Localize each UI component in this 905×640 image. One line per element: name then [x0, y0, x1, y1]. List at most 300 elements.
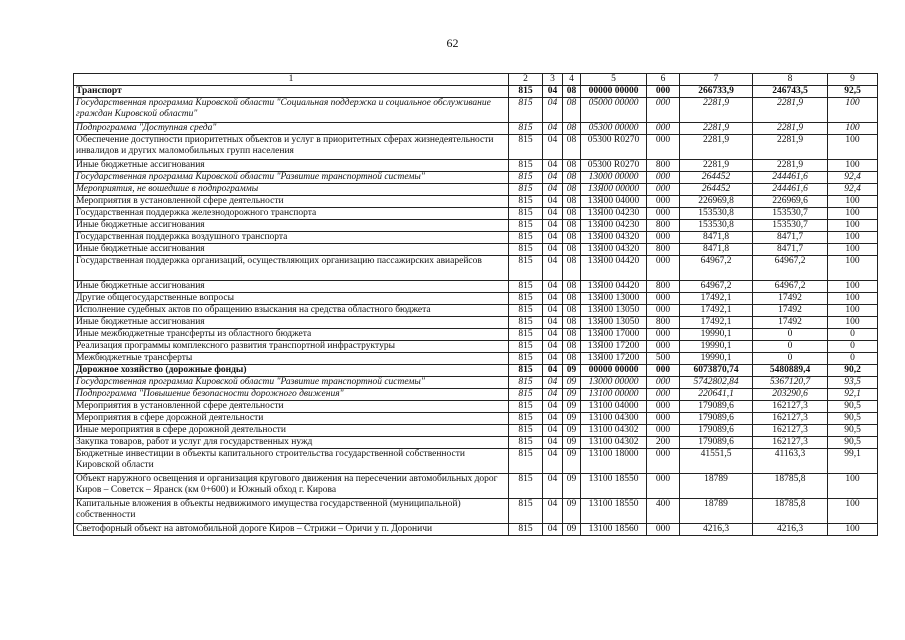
row-actual-cell: 226969,6: [753, 196, 828, 208]
row-actual-cell: 153530,7: [753, 208, 828, 220]
row-target-cell: 05000 00000: [581, 98, 647, 123]
row-actual-cell: 0: [753, 341, 828, 353]
page-number: 62: [446, 36, 459, 50]
row-name-cell: Иные мероприятия в сфере дорожной деятельности: [74, 425, 509, 437]
header-cell: 8: [753, 74, 828, 86]
table-row: [74, 401, 878, 413]
row-name-cell: Мероприятия в установленной сфере деятельности: [74, 196, 509, 208]
row-code-cell: 815: [509, 184, 543, 196]
header-cell: 1: [74, 74, 509, 86]
row-section-cell: 04: [543, 123, 563, 135]
row-actual-cell: 5480889,4: [753, 365, 828, 377]
row-expense-type-cell: 000: [647, 123, 680, 135]
row-percent-cell: 100: [828, 232, 878, 244]
header-row: [74, 74, 878, 86]
row-name-cell: Закупка товаров, работ и услуг для государственных нужд: [74, 437, 509, 449]
row-percent-cell: 0: [828, 329, 878, 341]
row-planned-cell: 19990,1: [680, 353, 753, 365]
row-name-cell: Мероприятия в сфере дорожной деятельности: [74, 413, 509, 425]
row-code-cell: 815: [509, 305, 543, 317]
row-section-cell: 04: [543, 135, 563, 160]
row-percent-cell: 100: [828, 244, 878, 256]
row-subsection-cell: 09: [563, 401, 581, 413]
row-planned-cell: 41551,5: [680, 449, 753, 474]
row-subsection-cell: 09: [563, 389, 581, 401]
row-target-cell: 00000 00000: [581, 86, 647, 98]
row-subsection-cell: 09: [563, 437, 581, 449]
table-row: [74, 365, 878, 377]
row-planned-cell: 226969,8: [680, 196, 753, 208]
row-name-cell: Межбюджетные трансферты: [74, 353, 509, 365]
row-actual-cell: 246743,5: [753, 86, 828, 98]
row-planned-cell: 17492,1: [680, 293, 753, 305]
row-name-cell: Иные бюджетные ассигнования: [74, 220, 509, 232]
row-percent-cell: 100: [828, 208, 878, 220]
row-actual-cell: 2281,9: [753, 160, 828, 172]
row-target-cell: 13100 18560: [581, 524, 647, 536]
row-section-cell: 04: [543, 377, 563, 389]
row-subsection-cell: 09: [563, 377, 581, 389]
row-code-cell: 815: [509, 281, 543, 293]
row-planned-cell: 19990,1: [680, 341, 753, 353]
table-row: [74, 389, 878, 401]
row-subsection-cell: 08: [563, 172, 581, 184]
row-actual-cell: 2281,9: [753, 98, 828, 123]
row-expense-type-cell: 000: [647, 401, 680, 413]
row-percent-cell: 92,4: [828, 184, 878, 196]
row-percent-cell: 100: [828, 98, 878, 123]
row-percent-cell: 90,5: [828, 413, 878, 425]
row-section-cell: 04: [543, 184, 563, 196]
row-subsection-cell: 08: [563, 329, 581, 341]
table-row: [74, 86, 878, 98]
row-percent-cell: 90,5: [828, 437, 878, 449]
row-code-cell: 815: [509, 244, 543, 256]
row-target-cell: 13Я00 04420: [581, 256, 647, 281]
row-name-cell: Исполнение судебных актов по обращению взыскания на средства областного бюджета: [74, 305, 509, 317]
row-target-cell: 13100 04302: [581, 425, 647, 437]
table-row: [74, 329, 878, 341]
header-cell: 7: [680, 74, 753, 86]
row-expense-type-cell: 000: [647, 196, 680, 208]
row-code-cell: 815: [509, 86, 543, 98]
table-body: [74, 74, 878, 536]
table-row: [74, 184, 878, 196]
row-expense-type-cell: 500: [647, 353, 680, 365]
row-section-cell: 04: [543, 196, 563, 208]
row-planned-cell: 2281,9: [680, 135, 753, 160]
row-actual-cell: 0: [753, 353, 828, 365]
row-planned-cell: 264452: [680, 172, 753, 184]
row-percent-cell: 100: [828, 281, 878, 293]
row-target-cell: 13Я00 13050: [581, 317, 647, 329]
row-name-cell: Подпрограмма "Повышение безопасности дорожного движения": [74, 389, 509, 401]
row-expense-type-cell: 000: [647, 184, 680, 196]
row-code-cell: 815: [509, 524, 543, 536]
row-code-cell: 815: [509, 98, 543, 123]
row-subsection-cell: 08: [563, 281, 581, 293]
row-subsection-cell: 08: [563, 184, 581, 196]
row-code-cell: 815: [509, 293, 543, 305]
row-planned-cell: 179089,6: [680, 413, 753, 425]
row-target-cell: 05300 00000: [581, 123, 647, 135]
row-name-cell: Другие общегосударственные вопросы: [74, 293, 509, 305]
row-expense-type-cell: 800: [647, 244, 680, 256]
row-target-cell: 13Я00 04320: [581, 244, 647, 256]
row-section-cell: 04: [543, 401, 563, 413]
row-name-cell: Государственная поддержка организаций, осуществляющих организацию пассажирских авиарейсов: [74, 256, 509, 281]
row-subsection-cell: 09: [563, 365, 581, 377]
row-expense-type-cell: 000: [647, 425, 680, 437]
row-percent-cell: 92,4: [828, 172, 878, 184]
row-percent-cell: 100: [828, 305, 878, 317]
row-section-cell: 04: [543, 220, 563, 232]
table-row: [74, 135, 878, 160]
row-subsection-cell: 08: [563, 196, 581, 208]
row-actual-cell: 18785,8: [753, 499, 828, 524]
row-name-cell: Светофорный объект на автомобильной дороге Киров – Стрижи – Оричи у п. Дороничи: [74, 524, 509, 536]
row-expense-type-cell: 000: [647, 524, 680, 536]
row-subsection-cell: 09: [563, 413, 581, 425]
row-name-cell: Реализация программы комплексного развития транспортной инфраструктуры: [74, 341, 509, 353]
table-row: [74, 341, 878, 353]
row-section-cell: 04: [543, 437, 563, 449]
row-planned-cell: 6073870,74: [680, 365, 753, 377]
row-planned-cell: 2281,9: [680, 160, 753, 172]
row-actual-cell: 0: [753, 329, 828, 341]
row-name-cell: Государственная поддержка железнодорожного транспорта: [74, 208, 509, 220]
row-name-cell: Мероприятия в установленной сфере деятельности: [74, 401, 509, 413]
row-planned-cell: 5742802,84: [680, 377, 753, 389]
row-section-cell: 04: [543, 232, 563, 244]
row-target-cell: 13100 18550: [581, 499, 647, 524]
table-row: [74, 524, 878, 536]
row-section-cell: 04: [543, 329, 563, 341]
table-row: [74, 244, 878, 256]
row-code-cell: 815: [509, 401, 543, 413]
row-actual-cell: 162127,3: [753, 401, 828, 413]
row-planned-cell: 179089,6: [680, 437, 753, 449]
row-section-cell: 04: [543, 524, 563, 536]
row-name-cell: Иные межбюджетные трансферты из областного бюджета: [74, 329, 509, 341]
row-section-cell: 04: [543, 98, 563, 123]
row-code-cell: 815: [509, 413, 543, 425]
row-planned-cell: 17492,1: [680, 305, 753, 317]
header-cell: 4: [563, 74, 581, 86]
row-planned-cell: 64967,2: [680, 281, 753, 293]
row-section-cell: 04: [543, 353, 563, 365]
row-expense-type-cell: 800: [647, 281, 680, 293]
row-name-cell: Государственная поддержка воздушного транспорта: [74, 232, 509, 244]
row-target-cell: 13100 04300: [581, 413, 647, 425]
row-target-cell: 13100 18000: [581, 449, 647, 474]
row-planned-cell: 220641,1: [680, 389, 753, 401]
row-percent-cell: 100: [828, 317, 878, 329]
row-expense-type-cell: 000: [647, 341, 680, 353]
row-planned-cell: 18789: [680, 499, 753, 524]
row-expense-type-cell: 000: [647, 293, 680, 305]
row-planned-cell: 4216,3: [680, 524, 753, 536]
row-name-cell: Мероприятия, не вошедшие в подпрограммы: [74, 184, 509, 196]
row-target-cell: 05300 R0270: [581, 135, 647, 160]
row-code-cell: 815: [509, 499, 543, 524]
row-actual-cell: 2281,9: [753, 135, 828, 160]
row-actual-cell: 5367120,7: [753, 377, 828, 389]
row-actual-cell: 2281,9: [753, 123, 828, 135]
row-percent-cell: 100: [828, 474, 878, 499]
row-section-cell: 04: [543, 499, 563, 524]
row-percent-cell: 99,1: [828, 449, 878, 474]
row-planned-cell: 266733,9: [680, 86, 753, 98]
row-code-cell: 815: [509, 196, 543, 208]
row-name-cell: Дорожное хозяйство (дорожные фонды): [74, 365, 509, 377]
row-target-cell: 00000 00000: [581, 365, 647, 377]
row-percent-cell: 92,5: [828, 86, 878, 98]
row-code-cell: 815: [509, 449, 543, 474]
row-actual-cell: 244461,6: [753, 184, 828, 196]
row-actual-cell: 18785,8: [753, 474, 828, 499]
row-code-cell: 815: [509, 220, 543, 232]
row-actual-cell: 153530,7: [753, 220, 828, 232]
table-row: [74, 256, 878, 281]
row-expense-type-cell: 000: [647, 208, 680, 220]
row-planned-cell: 2281,9: [680, 98, 753, 123]
row-section-cell: 04: [543, 449, 563, 474]
row-actual-cell: 17492: [753, 317, 828, 329]
row-section-cell: 04: [543, 160, 563, 172]
row-planned-cell: 179089,6: [680, 401, 753, 413]
table-row: [74, 196, 878, 208]
row-code-cell: 815: [509, 329, 543, 341]
table-row: [74, 232, 878, 244]
row-target-cell: 13Я00 13050: [581, 305, 647, 317]
row-target-cell: 13000 00000: [581, 377, 647, 389]
header-cell: 2: [509, 74, 543, 86]
table-row: [74, 425, 878, 437]
row-actual-cell: 17492: [753, 305, 828, 317]
row-planned-cell: 153530,8: [680, 220, 753, 232]
row-actual-cell: 64967,2: [753, 281, 828, 293]
row-planned-cell: 179089,6: [680, 425, 753, 437]
row-target-cell: 13Я00 04230: [581, 208, 647, 220]
row-target-cell: 13Я00 04420: [581, 281, 647, 293]
row-target-cell: 13100 18550: [581, 474, 647, 499]
row-code-cell: 815: [509, 341, 543, 353]
row-percent-cell: 92,1: [828, 389, 878, 401]
table-row: [74, 437, 878, 449]
row-percent-cell: 90,5: [828, 401, 878, 413]
row-section-cell: 04: [543, 365, 563, 377]
row-name-cell: Транспорт: [74, 86, 509, 98]
row-section-cell: 04: [543, 413, 563, 425]
table-row: [74, 281, 878, 293]
row-subsection-cell: 09: [563, 449, 581, 474]
row-subsection-cell: 08: [563, 293, 581, 305]
row-expense-type-cell: 000: [647, 474, 680, 499]
row-subsection-cell: 09: [563, 425, 581, 437]
row-name-cell: Подпрограмма "Доступная среда": [74, 123, 509, 135]
row-name-cell: Иные бюджетные ассигнования: [74, 317, 509, 329]
row-subsection-cell: 08: [563, 86, 581, 98]
row-code-cell: 815: [509, 437, 543, 449]
row-subsection-cell: 08: [563, 256, 581, 281]
row-actual-cell: 64967,2: [753, 256, 828, 281]
row-expense-type-cell: 000: [647, 329, 680, 341]
row-percent-cell: 100: [828, 293, 878, 305]
row-planned-cell: 19990,1: [680, 329, 753, 341]
row-section-cell: 04: [543, 474, 563, 499]
table-row: [74, 220, 878, 232]
header-cell: 5: [581, 74, 647, 86]
row-section-cell: 04: [543, 172, 563, 184]
row-expense-type-cell: 000: [647, 305, 680, 317]
row-planned-cell: 8471,8: [680, 244, 753, 256]
row-subsection-cell: 08: [563, 160, 581, 172]
row-name-cell: Капитальные вложения в объекты недвижимого имущества государственной (муниципальной) собственности: [74, 499, 509, 524]
row-planned-cell: 153530,8: [680, 208, 753, 220]
row-expense-type-cell: 000: [647, 172, 680, 184]
row-expense-type-cell: 000: [647, 365, 680, 377]
row-code-cell: 815: [509, 389, 543, 401]
row-percent-cell: 100: [828, 123, 878, 135]
row-expense-type-cell: 400: [647, 499, 680, 524]
row-subsection-cell: 08: [563, 123, 581, 135]
row-planned-cell: 264452: [680, 184, 753, 196]
row-section-cell: 04: [543, 425, 563, 437]
row-expense-type-cell: 000: [647, 232, 680, 244]
row-target-cell: 13Я00 04000: [581, 196, 647, 208]
row-target-cell: 13Я00 04320: [581, 232, 647, 244]
row-name-cell: Государственная программа Кировской области "Социальная поддержка и социальное обслуживание граждан Кировской области": [74, 98, 509, 123]
row-target-cell: 13Я00 00000: [581, 184, 647, 196]
table-row: [74, 98, 878, 123]
row-section-cell: 04: [543, 244, 563, 256]
row-code-cell: 815: [509, 135, 543, 160]
row-subsection-cell: 08: [563, 341, 581, 353]
row-subsection-cell: 08: [563, 232, 581, 244]
row-percent-cell: 100: [828, 524, 878, 536]
row-section-cell: 04: [543, 293, 563, 305]
row-expense-type-cell: 000: [647, 86, 680, 98]
row-target-cell: 13Я00 17000: [581, 329, 647, 341]
row-planned-cell: 64967,2: [680, 256, 753, 281]
row-expense-type-cell: 000: [647, 98, 680, 123]
row-target-cell: 13100 04302: [581, 437, 647, 449]
row-code-cell: 815: [509, 208, 543, 220]
table-row: [74, 413, 878, 425]
row-subsection-cell: 09: [563, 524, 581, 536]
header-cell: 3: [543, 74, 563, 86]
row-percent-cell: 90,2: [828, 365, 878, 377]
row-subsection-cell: 08: [563, 317, 581, 329]
row-expense-type-cell: 000: [647, 389, 680, 401]
row-name-cell: Иные бюджетные ассигнования: [74, 160, 509, 172]
row-name-cell: Иные бюджетные ассигнования: [74, 281, 509, 293]
row-target-cell: 05300 R0270: [581, 160, 647, 172]
row-subsection-cell: 08: [563, 208, 581, 220]
table-row: [74, 208, 878, 220]
row-percent-cell: 0: [828, 353, 878, 365]
budget-table: [73, 73, 878, 536]
row-section-cell: 04: [543, 281, 563, 293]
row-name-cell: Иные бюджетные ассигнования: [74, 244, 509, 256]
table-row: [74, 377, 878, 389]
row-expense-type-cell: 000: [647, 135, 680, 160]
table-row: [74, 317, 878, 329]
table-row: [74, 449, 878, 474]
row-code-cell: 815: [509, 377, 543, 389]
row-expense-type-cell: 000: [647, 413, 680, 425]
row-percent-cell: 100: [828, 499, 878, 524]
row-expense-type-cell: 200: [647, 437, 680, 449]
row-code-cell: 815: [509, 172, 543, 184]
row-code-cell: 815: [509, 256, 543, 281]
row-expense-type-cell: 000: [647, 256, 680, 281]
row-percent-cell: 0: [828, 341, 878, 353]
row-expense-type-cell: 800: [647, 160, 680, 172]
row-actual-cell: 41163,3: [753, 449, 828, 474]
row-actual-cell: 8471,7: [753, 232, 828, 244]
row-subsection-cell: 08: [563, 135, 581, 160]
row-target-cell: 13Я00 17200: [581, 353, 647, 365]
row-planned-cell: 2281,9: [680, 123, 753, 135]
row-planned-cell: 17492,1: [680, 317, 753, 329]
row-target-cell: 13Я00 17200: [581, 341, 647, 353]
row-subsection-cell: 08: [563, 98, 581, 123]
row-percent-cell: 90,5: [828, 425, 878, 437]
row-section-cell: 04: [543, 305, 563, 317]
row-expense-type-cell: 000: [647, 377, 680, 389]
row-actual-cell: 4216,3: [753, 524, 828, 536]
row-subsection-cell: 08: [563, 305, 581, 317]
header-cell: 9: [828, 74, 878, 86]
row-code-cell: 815: [509, 353, 543, 365]
row-expense-type-cell: 800: [647, 220, 680, 232]
row-section-cell: 04: [543, 208, 563, 220]
row-actual-cell: 17492: [753, 293, 828, 305]
row-section-cell: 04: [543, 256, 563, 281]
row-actual-cell: 203290,6: [753, 389, 828, 401]
row-section-cell: 04: [543, 341, 563, 353]
row-code-cell: 815: [509, 425, 543, 437]
row-section-cell: 04: [543, 317, 563, 329]
table-row: [74, 123, 878, 135]
table-row: [74, 474, 878, 499]
row-percent-cell: 100: [828, 196, 878, 208]
row-target-cell: 13Я00 04230: [581, 220, 647, 232]
row-code-cell: 815: [509, 123, 543, 135]
row-subsection-cell: 08: [563, 353, 581, 365]
row-subsection-cell: 09: [563, 474, 581, 499]
table-row: [74, 499, 878, 524]
row-expense-type-cell: 000: [647, 449, 680, 474]
row-name-cell: Государственная программа Кировской области "Развитие транспортной системы": [74, 172, 509, 184]
row-code-cell: 815: [509, 365, 543, 377]
row-name-cell: Государственная программа Кировской области "Развитие транспортной системы": [74, 377, 509, 389]
row-actual-cell: 244461,6: [753, 172, 828, 184]
row-section-cell: 04: [543, 86, 563, 98]
row-target-cell: 13100 04000: [581, 401, 647, 413]
row-actual-cell: 162127,3: [753, 413, 828, 425]
row-planned-cell: 8471,8: [680, 232, 753, 244]
row-name-cell: Обеспечение доступности приоритетных объектов и услуг в приоритетных сферах жизнедеятельности инвалидов и других маломобильных групп населения: [74, 135, 509, 160]
row-expense-type-cell: 800: [647, 317, 680, 329]
row-target-cell: 13000 00000: [581, 172, 647, 184]
row-subsection-cell: 08: [563, 220, 581, 232]
row-actual-cell: 162127,3: [753, 425, 828, 437]
table-row: [74, 160, 878, 172]
row-planned-cell: 18789: [680, 474, 753, 499]
